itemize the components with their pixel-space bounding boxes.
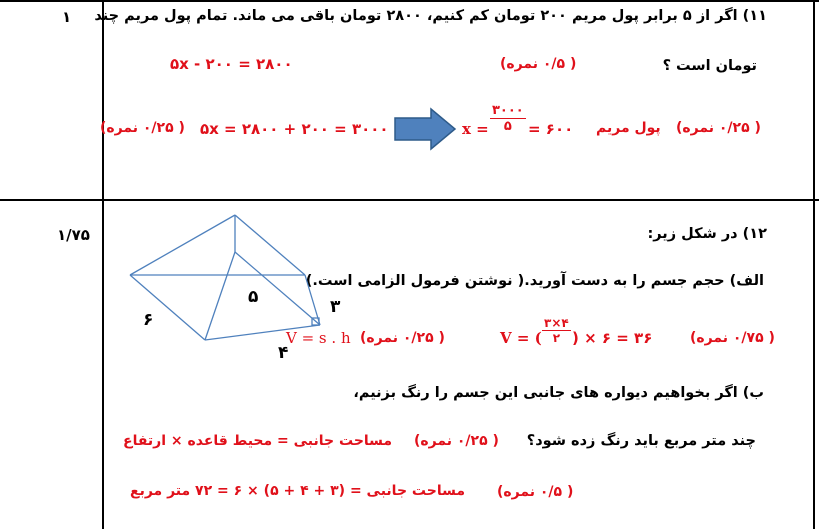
- q12-lateral-calc: مساحت جانبی = (۳ + ۴ + ۵) × ۶ = ۷۲ متر مربع: [130, 483, 465, 499]
- q11-score: ۱: [62, 8, 72, 26]
- q11-fraction-denominator: ۵: [503, 119, 512, 134]
- q12-volume-result: ) × ۶ = ۳۶: [572, 329, 653, 347]
- q12-part-b-line2: چند متر مربع باید رنگ زده شود؟: [526, 433, 756, 449]
- q11-text-line2: تومان است ؟: [662, 58, 757, 74]
- q12-mark-formula: ( ۰/۲۵ نمره): [360, 330, 445, 346]
- q12-part-a: الف) حجم جسم را به دست آورید.( نوشتن فرمول الزامی است.): [305, 273, 764, 289]
- q12-formula: V = s . h: [286, 329, 351, 347]
- q12-mark-volume: ( ۰/۷۵ نمره): [690, 330, 775, 346]
- q11-mark-3: ( ۰/۲۵ نمره): [676, 120, 761, 136]
- q11-equation-2: ۵x = ۲۸۰۰ + ۲۰۰ = ۳۰۰۰: [200, 120, 389, 138]
- q12-part-b-line1: ب) اگر بخواهیم دیواره های جانبی این جسم را رنگ بزنیم،: [353, 385, 764, 401]
- q11-x-result: = ۶۰۰: [528, 120, 574, 138]
- q11-mark-1: ( ۰/۵ نمره): [500, 56, 577, 72]
- arrow-icon: [393, 107, 457, 151]
- q11-x-equals: x =: [462, 120, 489, 138]
- table-top-border: [0, 0, 819, 2]
- q11-text-line1: ۱۱) اگر از ۵ برابر پول مریم ۲۰۰ تومان کم کنیم، ۲۸۰۰ تومان باقی می ماند. تمام پول مریم چند: [94, 8, 767, 24]
- q12-mark-b2: ( ۰/۵ نمره): [497, 484, 574, 500]
- q12-volume-fraction: [542, 316, 571, 345]
- q12-score: ۱/۷۵: [57, 226, 90, 244]
- q11-fraction-numerator: ۳۰۰۰: [492, 103, 524, 118]
- q12-title: ۱۲) در شکل زیر:: [647, 226, 767, 242]
- q12-volume-fraction-numerator: ۳×۴: [544, 316, 569, 330]
- q11-mark-2: ( ۰/۲۵ نمره): [100, 120, 185, 136]
- figure-label-4: ۴: [278, 343, 289, 363]
- column-divider: [102, 0, 104, 529]
- q11-fraction: [490, 103, 526, 134]
- q12-volume-v: V = (: [500, 329, 542, 347]
- q11-equation-1: ۵x - ۲۰۰ = ۲۸۰۰: [170, 55, 293, 73]
- figure-label-5: ۵: [248, 287, 259, 307]
- q11-money-label: پول مریم: [596, 120, 661, 136]
- figure-label-6: ۶: [143, 310, 154, 330]
- row-divider: [0, 199, 819, 201]
- q12-lateral-formula: مساحت جانبی = محیط قاعده × ارتفاع: [123, 433, 393, 449]
- figure-label-3: ۳: [330, 297, 341, 317]
- q12-mark-b1: ( ۰/۲۵ نمره): [414, 433, 499, 449]
- right-border: [813, 0, 815, 529]
- q12-volume-fraction-denominator: ۲: [552, 331, 561, 345]
